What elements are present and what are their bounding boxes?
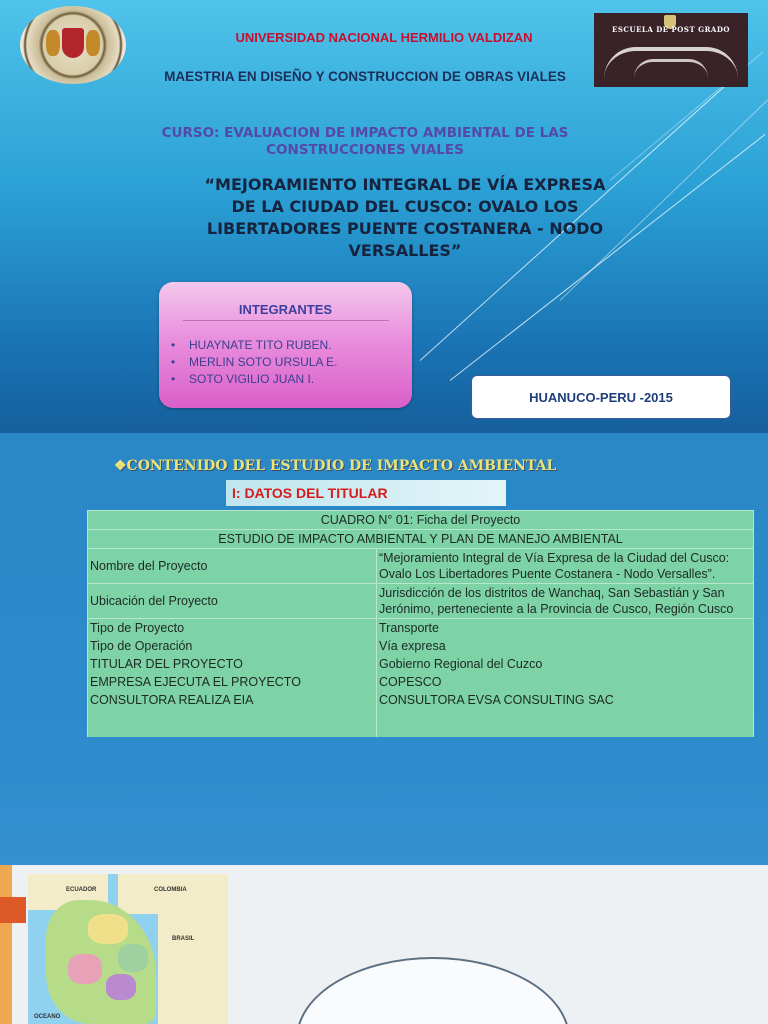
bullet-icon: •	[171, 355, 176, 369]
row-label: Ubicación del Proyecto	[88, 584, 377, 619]
row-label: Tipo de Operación	[88, 637, 377, 655]
row-value: COPESCO	[377, 673, 754, 691]
map-region	[118, 874, 228, 914]
row-value: Vía expresa	[377, 637, 754, 655]
table-row	[88, 619, 754, 638]
map-region	[68, 954, 102, 984]
row-value: Jurisdicción de los distritos de Wanchaq, San Sebastián y San Jerónimo, perteneciente a la Provincia de Cusco, Región Cusco	[377, 584, 754, 619]
bridge-arch-inner-icon	[634, 59, 708, 78]
map-region	[88, 914, 128, 944]
bullet-icon: •	[171, 338, 176, 352]
row-label: TITULAR DEL PROYECTO	[88, 655, 377, 673]
list-item	[171, 371, 337, 388]
row-value: “Mejoramiento Integral de Vía Expresa de la Ciudad del Cusco: Ovalo Los Libertadores Puente Costanera - Nodo Versalles”.	[377, 549, 754, 584]
table-row	[88, 655, 754, 673]
map-label: ECUADOR	[66, 887, 97, 893]
member-name: SOTO VIGILIO JUAN I.	[189, 372, 315, 386]
course-title: CURSO: EVALUACION DE IMPACTO AMBIENTAL DE LAS CONSTRUCCIONES VIALES	[161, 125, 569, 158]
integrantes-list	[171, 337, 337, 388]
row-label: Tipo de Proyecto	[88, 619, 377, 638]
bullet-icon: •	[171, 372, 176, 386]
table-subcaption: ESTUDIO DE IMPACTO AMBIENTAL Y PLAN DE MANEJO AMBIENTAL	[88, 530, 754, 549]
peru-map-image	[28, 874, 228, 1024]
map-region	[118, 944, 148, 972]
map-slide	[0, 865, 768, 1024]
subsection-title: I: DATOS DEL TITULAR	[232, 485, 388, 501]
row-value: Gobierno Regional del Cuzco	[377, 655, 754, 673]
section-heading: ❖CONTENIDO DEL ESTUDIO DE IMPACTO AMBIENTAL	[114, 458, 557, 474]
accent-tab	[0, 897, 26, 923]
member-name: HUAYNATE TITO RUBEN.	[189, 338, 332, 352]
row-label: EMPRESA EJECUTA EL PROYECTO	[88, 673, 377, 691]
table-row	[88, 530, 754, 549]
accent-sidebar	[0, 865, 12, 1024]
list-item	[171, 337, 337, 354]
table-row	[88, 511, 754, 530]
map-label: BRASIL	[172, 936, 195, 942]
map-region	[158, 914, 228, 1024]
integrantes-title: INTEGRANTES	[238, 302, 333, 317]
oval-shape	[296, 957, 570, 1024]
table-row	[88, 691, 754, 737]
row-label: Nombre del Proyecto	[88, 549, 377, 584]
table-row	[88, 549, 754, 584]
title-slide	[0, 0, 768, 433]
subsection-banner	[226, 480, 506, 506]
location-date-box	[471, 375, 731, 419]
university-seal-logo	[20, 6, 126, 84]
row-value: CONSULTORA EVSA CONSULTING SAC	[377, 691, 754, 737]
postgrado-logo-text: ESCUELA DE POST GRADO	[612, 25, 730, 34]
row-value: Transporte	[377, 619, 754, 638]
maestria-title: MAESTRIA EN DISEÑO Y CONSTRUCCION DE OBRAS VIALES	[164, 69, 566, 84]
row-label: CONSULTORA REALIZA EIA	[88, 691, 377, 737]
map-label: OCEANO	[34, 1014, 61, 1020]
table-row	[88, 673, 754, 691]
postgrado-school-logo	[594, 13, 748, 87]
table-row	[88, 637, 754, 655]
table-row	[88, 584, 754, 619]
content-slide	[0, 433, 768, 865]
university-name: UNIVERSIDAD NACIONAL HERMILIO VALDIZAN	[235, 30, 533, 45]
divider	[183, 320, 389, 321]
member-name: MERLIN SOTO URSULA E.	[189, 355, 338, 369]
list-item	[171, 354, 337, 371]
integrantes-box	[159, 282, 412, 408]
project-title: “MEJORAMIENTO INTEGRAL DE VÍA EXPRESA DE LA CIUDAD DEL CUSCO: OVALO LOS LIBERTADORES PUENTE COSTANERA - NODO VERSALLES”	[204, 175, 606, 260]
map-label: COLOMBIA	[154, 887, 187, 893]
map-region	[106, 974, 136, 1000]
project-sheet-table	[87, 510, 754, 737]
location-date: HUANUCO-PERU -2015	[529, 390, 673, 405]
table-caption: CUADRO N° 01: Ficha del Proyecto	[88, 511, 754, 530]
